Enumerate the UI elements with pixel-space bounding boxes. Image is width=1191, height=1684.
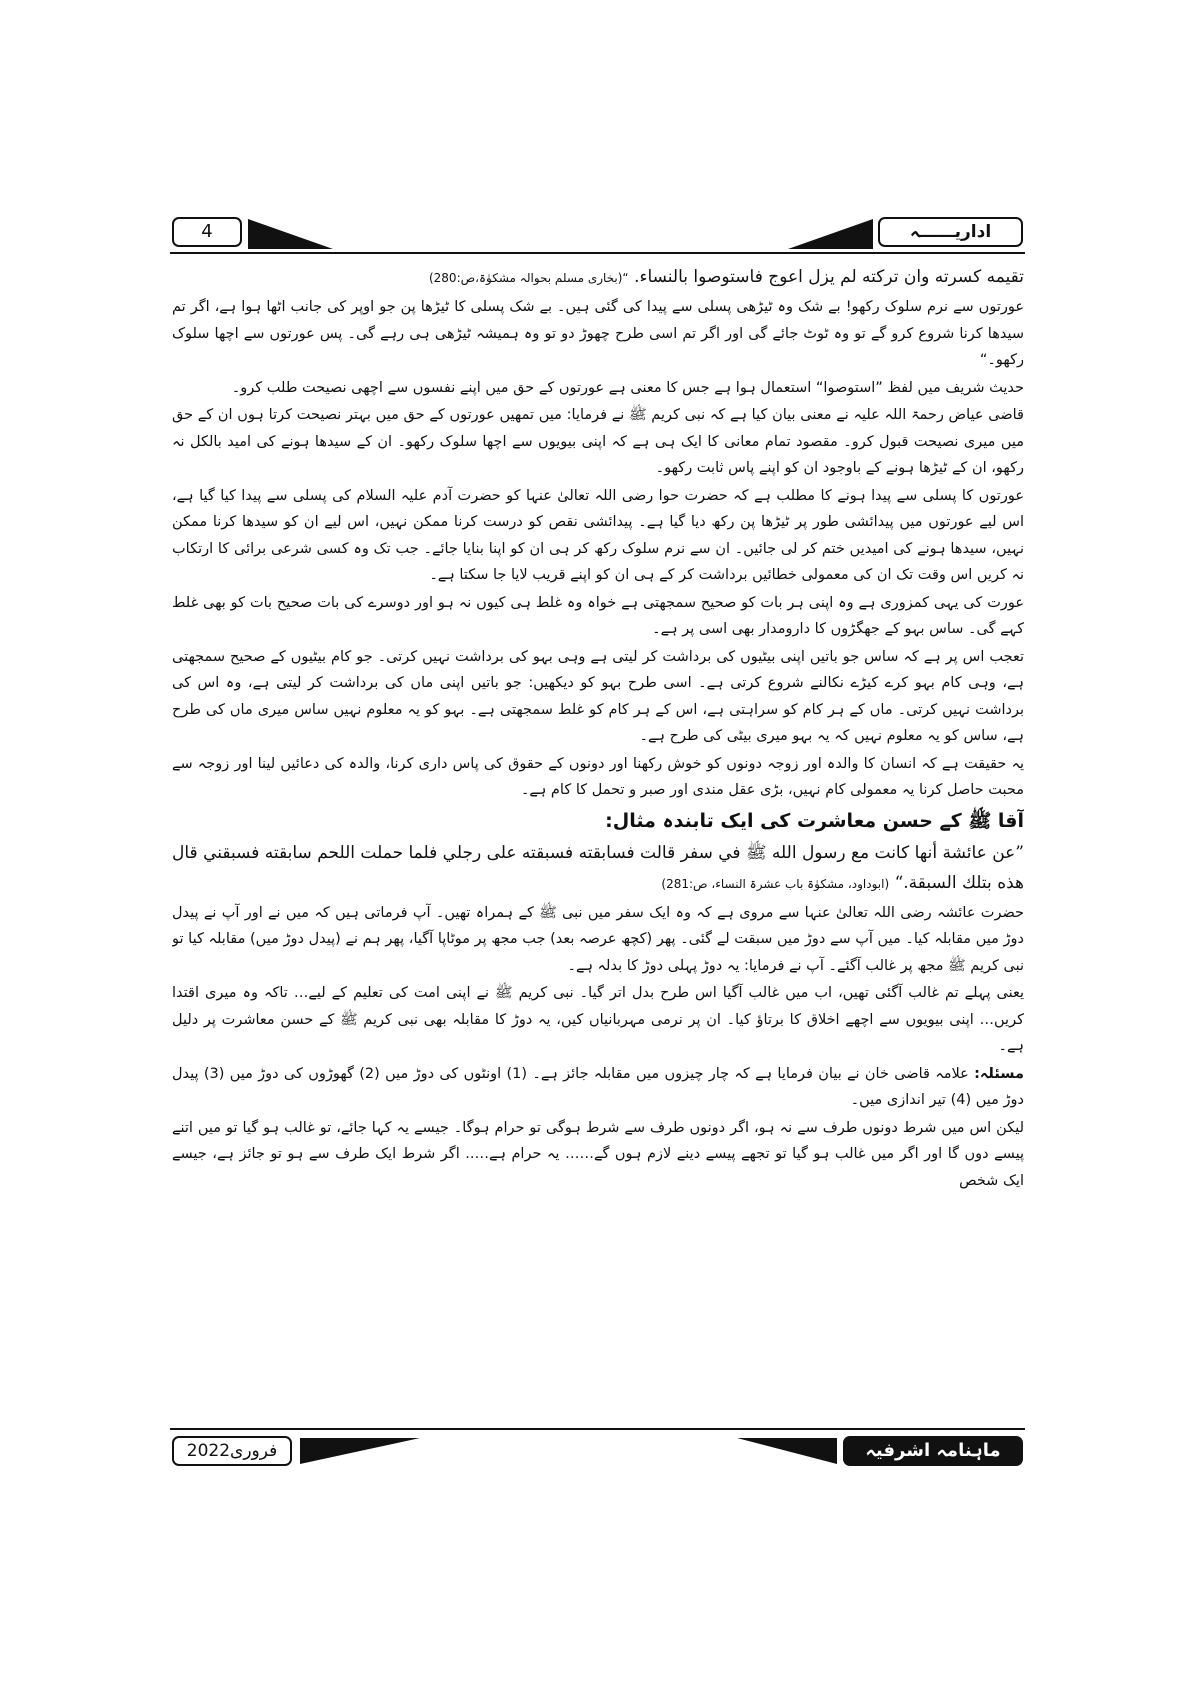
arabic-quote-continuation (172, 262, 1024, 293)
citation: (ابوداود، مشکوٰۃ باب عشرۃ النساء، ص:281) (661, 876, 890, 891)
header-left-triangle-ornament (248, 219, 333, 249)
arabic-text: ”عن عائشة أنها كانت مع رسول الله ﷺ في سفر قالت فسابقته فسبقته على رجلي فلما حملت اللحم سابقته فسبقني قال هذه بتلك السبقة.“ (172, 842, 1024, 893)
footer-right-triangle-ornament (737, 1438, 837, 1464)
masala-label: مسئلہ: (974, 1065, 1024, 1082)
paragraph: یہ حقیقت ہے کہ انسان کا والدہ اور زوجہ دونوں کو خوش رکھنا اور دونوں کے حقوق کی پاس داری کرنا، والدہ کی دعائیں لینا اور زوجہ سے محبت حاصل کرنا یہ معمولی کام نہیں، بڑی عقل مندی اور صبر و تحمل کا کام ہے۔ (172, 755, 1024, 798)
header-divider (170, 252, 1025, 254)
page-footer (170, 1428, 1025, 1470)
paragraph: عورتوں کا پسلی سے پیدا ہونے کا مطلب ہے کہ حضرت حوا رضی اللہ تعالیٰ عنہا کو حضرت آدم علیہ السلام کی پسلی سے پیدا کیا گیا ہے، اس لیے عورتوں میں پیدائشی طور پر ٹیڑھا پن رکھ دیا گیا ہے۔ پیدائشی نقص کو درست کرنا ممکن نہیں، اس لیے ان کو سیدھا کرنا ممکن نہیں، سیدھا ہونے کی امیدیں ختم کر لی جائیں۔ ان سے نرم سلوک رکھ کر ہی ان کو اپنا بنایا جائے۔ جب تک وہ کسی شرعی برائی کا ارتکاب نہ کریں اس وقت تک ان کی معمولی خطائیں برداشت کر کے ہی ان کو اپنے قریب لایا جا سکتا ہے۔ (172, 487, 1024, 583)
page-number: 4 (172, 217, 242, 247)
paragraph: لیکن اس میں شرط دونوں طرف سے نہ ہو، اگر دونوں طرف سے شرط ہوگی تو حرام ہوگا۔ جیسے یہ کہا جائے، تو غالب ہو گیا تو میں اتنے پیسے دوں گا اور اگر میں غالب ہو گیا تو تجھے پیسے دینے لازم ہوں گے…… یہ حرام ہے….. اگر شرط ایک طرف سے ہو تو جائز ہے، جیسے ایک شخص (172, 1119, 1024, 1189)
paragraph: یعنی پہلے تم غالب آگئی تھیں، اب میں غالب آگیا اس طرح بدل اتر گیا۔ نبی کریم ﷺ نے اپنی امت کی تعلیم کے لیے… تاکہ وہ میری اقتدا کریں… اپنی بیویوں سے اچھے اخلاق کا برتاؤ کیا۔ ان پر نرمی مہربانیاں کیں، یہ دوڑ کا مقابلہ بھی نبی کریم ﷺ کے حسن معاشرت پر دلیل ہے۔ (172, 985, 1024, 1054)
page-header (170, 215, 1025, 255)
arabic-text: تقیمه كسرته وان تركته لم يزل اعوج فاستوصوا بالنساء. (634, 267, 1024, 287)
section-subheading: آقا ﷺ کے حسن معاشرت کی ایک تابندہ مثال: (605, 809, 1024, 832)
citation: “(بخاری مسلم بحوالہ مشکوٰۃ،ص:280) (428, 271, 629, 285)
magazine-name: ماہنامہ اشرفیہ (843, 1436, 1023, 1466)
paragraph: حدیث شریف میں لفظ ”استوصوا“ استعمال ہوا ہے جس کا معنی ہے عورتوں کے حق میں اپنے نفسوں سے اچھی نصیحت طلب کرو۔ (231, 379, 1024, 396)
section-title: اداریــــــہ (878, 217, 1023, 247)
header-right-triangle-ornament (788, 219, 873, 249)
paragraph: حضرت عائشہ رضی اللہ تعالیٰ عنہا سے مروی ہے کہ وہ ایک سفر میں نبی ﷺ کے ہمراہ تھیں۔ آپ فرماتی ہیں کہ میں نے اور آپ نے پیدل دوڑ میں مقابلہ کیا۔ میں آپ سے دوڑ میں سبقت لے گئی۔ پھر (کچھ عرصہ بعد) جب مجھ پر موٹاپا آگیا، پھر ہم نے (پیدل دوڑ میں) مقابلہ کیا تو نبی کریم ﷺ مجھ پر غالب آگئے۔ آپ نے فرمایا: یہ دوڑ پہلی دوڑ کا بدلہ ہے۔ (172, 904, 1024, 974)
issue-date: فروری2022 (172, 1436, 292, 1466)
paragraph: قاضی عیاض رحمۃ اللہ علیہ نے معنی بیان کیا ہے کہ نبی کریم ﷺ نے فرمایا: میں تمھیں عورتوں کے حق میں بہتر نصیحت کرتا ہوں ان کے حق میں میری نصیحت قبول کرو۔ مقصود تمام معانی کا ایک ہی ہے کہ اپنی بیویوں سے اچھا سلوک رکھو۔ ان کے سیدھا ہونے کی امید بالکل نہ رکھو، ان کے ٹیڑھا ہونے کے باوجود ان کو اپنے پاس ثابت رکھو۔ (172, 407, 1024, 476)
masala-text: علامہ قاضی خان نے بیان فرمایا ہے کہ چار چیزوں میں مقابلہ جائز ہے۔ (1) اونٹوں کی دوڑ میں (2) گھوڑوں کی دوڑ میں (3) پیدل دوڑ میں (4) تیر اندازی میں۔ (172, 1065, 1024, 1108)
article-body (172, 262, 1024, 1418)
paragraph: تعجب اس پر ہے کہ ساس جو باتیں اپنی بیٹیوں کی برداشت کر لیتی ہے وہی بہو کی برداشت نہیں کرتی۔ جو کام بیٹیوں کے صحیح سمجھتی ہے، وہی کام بہو کرے کیڑے نکالنے شروع کرتی ہے۔ اسی طرح بہو کو دیکھیں: جو باتیں اپنی ماں کی برداشت کر لیتی ہے، وہ اس کی برداشت نہیں کرتی۔ ماں کے ہر کام کو سراہتی ہے، اس کے ہر کام کو غلط سمجھتی ہے۔ بہو کو یہ معلوم نہیں ساس میری ماں کی طرح ہے، ساس کو یہ معلوم نہیں کہ یہ بہو میری بیٹی کی طرح ہے۔ (172, 648, 1024, 744)
paragraph: عورت کی یہی کمزوری ہے وہ اپنی ہر بات کو صحیح سمجھتی ہے خواہ وہ غلط ہی کیوں نہ ہو اور دوسرے کی بات صحیح بات کو بھی غلط کہے گی۔ ساس بہو کے جھگڑوں کا دارومدار بھی اسی پر ہے۔ (172, 594, 1024, 637)
footer-left-triangle-ornament (300, 1438, 420, 1464)
paragraph: عورتوں سے نرم سلوک رکھو! بے شک وہ ٹیڑھی پسلی سے پیدا کی گئی ہیں۔ بے شک پسلی کا ٹیڑھا پن جو اوپر کی جانب اٹھا ہوا ہے، اگر تم سیدھا کرنا شروع کرو گے تو وہ ٹوٹ جائے گی اور اگر تم اسی طرح چھوڑ دو تو وہ ہمیشہ ٹیڑھی ہی رہے گی۔ پس عورتوں سے اچھا سلوک رکھو۔“ (172, 299, 1024, 368)
hadith-arabic (172, 838, 1024, 899)
masala-paragraph (172, 1061, 1024, 1114)
footer-divider (170, 1428, 1025, 1430)
